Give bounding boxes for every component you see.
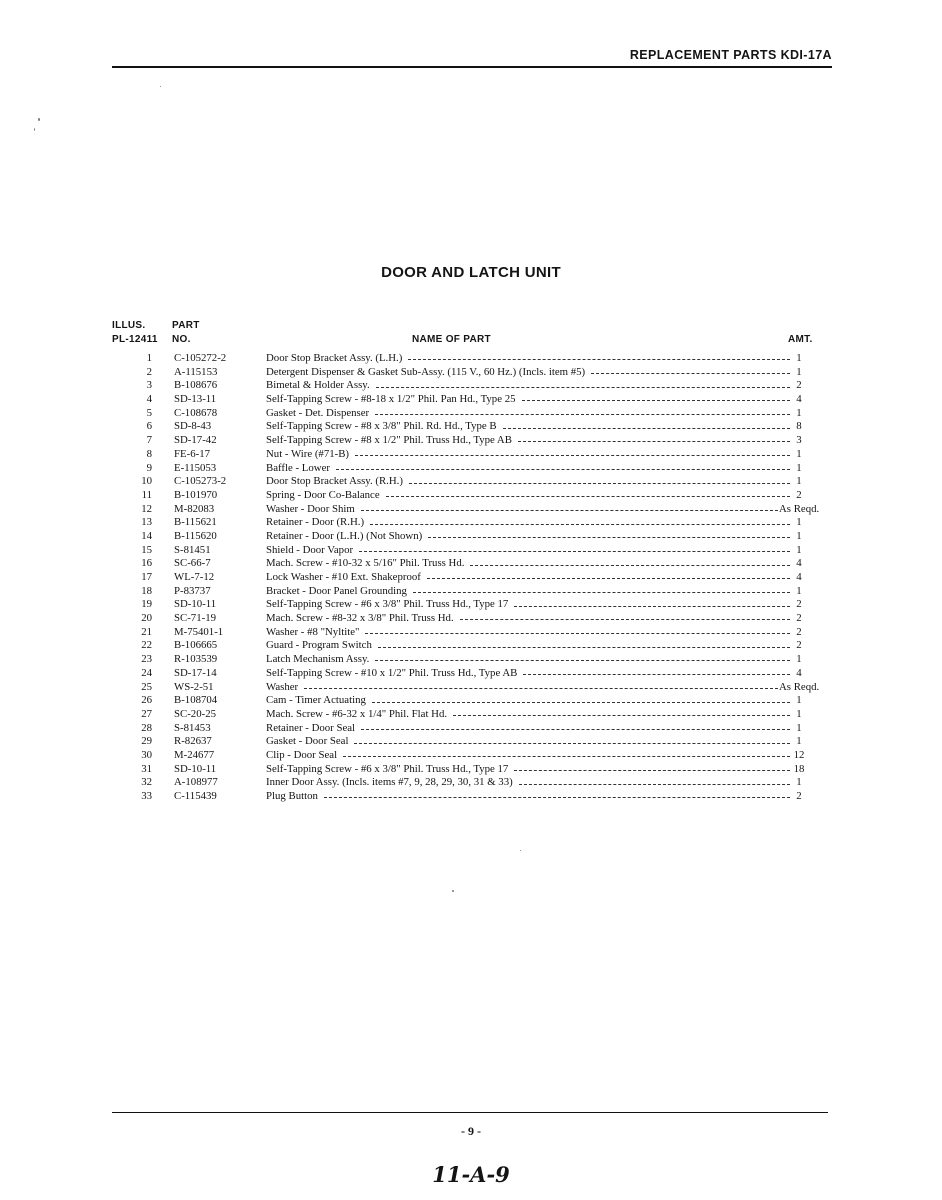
table-row [112,475,836,489]
part-amount: 8 [796,420,802,433]
page-number: - 9 - [461,1124,481,1138]
table-row [112,598,836,612]
illus-number: 24 [141,666,152,679]
column-header-illus: ILLUS. [112,320,146,331]
part-name-cell [266,735,790,749]
part-amount: 1 [796,461,802,474]
column-header-part: PART [172,320,200,331]
part-amount: 2 [796,598,802,611]
column-header-ref: PL-12411 [112,334,158,345]
part-number: C-108678 [174,406,218,419]
part-number: C-105273-2 [174,475,227,488]
part-name: Nut - Wire (#71-B) [266,447,350,460]
table-row [112,735,836,749]
table-row [112,722,836,736]
illus-number: 17 [141,571,152,583]
part-name: Self-Tapping Screw - #6 x 3/8" Phil. Truss Hd., Type 17 [266,598,509,611]
part-name: Gasket - Det. Dispenser [266,406,370,419]
part-name: Retainer - Door (L.H.) (Not Shown) [266,529,423,542]
illus-number: 26 [141,694,152,707]
part-name-cell [266,694,790,708]
part-name: Self-Tapping Screw - #6 x 3/8" Phil. Truss Hd., Type 17 [266,762,509,775]
part-number: S-81451 [174,543,211,556]
part-amount: As Reqd. [779,680,820,693]
table-row [112,352,836,366]
illus-number: 1 [146,352,152,364]
illus-number: 20 [141,612,152,625]
illus-number: 14 [141,529,152,542]
part-name: Guard - Program Switch [266,639,372,652]
part-number: WL-7-12 [174,571,215,583]
part-name: Shield - Door Vapor [266,543,354,556]
scan-speck [38,118,40,121]
leader-line [355,455,790,456]
leader-line [359,551,790,552]
part-amount: 2 [796,379,802,392]
part-name-cell [266,626,790,640]
part-name-cell [266,393,790,407]
column-header-amt: AMT. [788,334,813,345]
parts-list [112,352,836,804]
handwritten-page-ref: 11-A-9 [432,1162,510,1187]
table-row [112,585,836,599]
table-row [112,653,836,667]
part-amount: 1 [796,543,802,556]
part-number: SD-17-42 [174,434,217,447]
part-number: SC-20-25 [174,707,216,720]
illus-number: 33 [141,790,152,802]
part-name: Baffle - Lower [266,461,330,474]
part-amount: 1 [796,529,802,542]
table-row [112,489,836,503]
part-name-cell [266,407,790,421]
part-name-cell [266,462,790,476]
part-number: B-108676 [174,379,218,392]
part-amount: 1 [796,721,802,734]
part-number: SD-10-11 [174,598,217,611]
part-amount: 1 [796,694,802,707]
part-amount: 1 [796,707,802,720]
part-name: Inner Door Assy. (Incls. items #7, 9, 28, 29, 30, 31 & 33) [266,776,513,789]
table-row [112,749,836,763]
part-name-cell [266,475,790,489]
part-amount: 2 [796,488,802,501]
illus-number: 9 [146,461,152,474]
part-number: FE-6-17 [174,447,210,460]
part-amount: As Reqd. [779,502,820,515]
leader-line [427,578,790,579]
part-amount: 4 [796,393,802,406]
part-number: B-115621 [174,516,217,529]
table-row [112,639,836,653]
part-amount: 1 [796,516,802,529]
table-row [112,763,836,777]
part-amount: 2 [796,790,802,802]
leader-line [591,373,790,374]
table-row [112,379,836,393]
leader-line [354,743,790,744]
part-number: SC-66-7 [174,557,211,570]
leader-line [378,647,790,648]
illus-number: 28 [141,721,152,734]
part-name: Plug Button [266,790,318,802]
table-row [112,694,836,708]
scan-speck [520,850,521,851]
illus-number: 16 [141,557,152,570]
part-name: Spring - Door Co-Balance [266,488,380,501]
part-name-cell [266,489,790,503]
part-name: Mach. Screw - #10-32 x 5/16" Phil. Truss Hd. [266,557,465,570]
part-number: B-101970 [174,488,218,501]
leader-line [413,592,790,593]
part-name-cell [266,379,790,393]
part-name: Washer - Door Shim [266,502,355,515]
illus-number: 13 [141,516,152,529]
part-amount: 1 [796,735,802,748]
leader-line [514,606,790,607]
illus-number: 12 [141,502,152,515]
illus-number: 10 [141,475,152,488]
illus-number: 6 [146,420,152,433]
part-number: M-82083 [174,502,215,515]
part-name: Retainer - Door Seal [266,721,356,734]
part-number: B-106665 [174,639,218,652]
table-row [112,530,836,544]
part-name: Gasket - Door Seal [266,735,349,748]
part-name: Mach. Screw - #8-32 x 3/8" Phil. Truss Hd. [266,612,454,625]
part-amount: 1 [796,447,802,460]
part-name: Lock Washer - #10 Ext. Shakeproof [266,571,421,583]
part-name-cell [266,639,790,653]
leader-line [522,400,791,401]
part-name: Self-Tapping Screw - #10 x 1/2" Phil. Truss Hd., Type AB [266,666,518,679]
illus-number: 2 [146,365,152,378]
part-amount: 4 [796,557,802,570]
part-name-cell [266,557,790,571]
illus-number: 8 [146,447,152,460]
illus-number: 15 [141,543,152,556]
part-name-cell [266,763,790,777]
part-number: M-24677 [174,748,215,761]
leader-line [372,702,790,703]
table-row [112,776,836,790]
leader-line [370,524,790,525]
leader-line [408,359,790,360]
part-name: Washer - #8 "Nyltite" [266,625,360,638]
part-amount: 4 [796,571,802,583]
part-amount: 1 [796,406,802,419]
part-amount: 4 [796,666,802,679]
part-name-cell [266,681,778,695]
part-name-cell [266,352,790,366]
illus-number: 21 [141,625,152,638]
part-number: WS-2-51 [174,680,214,693]
part-name-cell [266,516,790,530]
illus-number: 30 [141,748,152,761]
part-number: SD-17-14 [174,666,217,679]
part-amount: 1 [796,584,802,597]
leader-line [460,619,790,620]
part-name-cell [266,708,790,722]
column-header-name: NAME OF PART [412,334,491,345]
part-number: C-115439 [174,790,217,802]
part-name-cell [266,544,790,558]
part-name: Latch Mechanism Assy. [266,653,370,666]
illus-number: 11 [141,488,152,501]
header-title: REPLACEMENT PARTS KDI-17A [629,48,832,62]
part-name: Detergent Dispenser & Gasket Sub-Assy. (115 V., 60 Hz.) (Incls. item #5) [266,365,586,378]
part-name: Self-Tapping Screw - #8 x 3/8" Phil. Rd. Hd., Type B [266,420,497,433]
part-name-cell [266,366,790,380]
table-row [112,503,836,517]
illus-number: 5 [146,406,152,419]
part-name-cell [266,420,790,434]
footer-rule [112,1112,828,1113]
table-row [112,462,836,476]
part-name: Self-Tapping Screw - #8-18 x 1/2" Phil. Pan Hd., Type 25 [266,393,516,406]
part-amount: 1 [796,352,802,364]
leader-line [304,688,778,689]
part-amount: 1 [796,475,802,488]
part-name-cell [266,749,790,763]
leader-line [470,565,790,566]
part-name-cell [266,722,790,736]
table-row [112,681,836,695]
part-number: R-103539 [174,653,218,666]
part-name: Self-Tapping Screw - #8 x 1/2" Phil. Truss Hd., Type AB [266,434,512,447]
part-name-cell [266,776,790,790]
illus-number: 27 [141,707,152,720]
illus-number: 25 [141,680,152,693]
part-number: E-115053 [174,461,217,474]
table-row [112,544,836,558]
illus-number: 3 [146,379,152,392]
part-amount: 2 [796,625,802,638]
part-amount: 1 [796,365,802,378]
leader-line [409,483,790,484]
part-amount: 2 [796,639,802,652]
table-row [112,626,836,640]
leader-line [375,660,790,661]
part-name: Clip - Door Seal [266,748,338,761]
part-name-cell [266,585,790,599]
part-name-cell [266,598,790,612]
part-amount: 2 [796,612,802,625]
leader-line [376,387,790,388]
leader-line [519,784,790,785]
part-number: SD-10-11 [174,762,217,775]
part-number: S-81453 [174,721,211,734]
leader-line [518,441,790,442]
part-name: Mach. Screw - #6-32 x 1/4" Phil. Flat Hd. [266,707,448,720]
illus-number: 18 [141,584,152,597]
table-row [112,407,836,421]
part-number: C-105272-2 [174,352,227,364]
leader-line [361,510,778,511]
section-title: DOOR AND LATCH UNIT [381,264,561,281]
leader-line [523,674,790,675]
scan-speck [160,86,161,87]
illus-number: 22 [141,639,152,652]
column-header-no: NO. [172,334,191,345]
table-row [112,571,836,585]
table-row [112,393,836,407]
part-amount: 1 [796,776,802,789]
table-row [112,448,836,462]
part-number: SD-13-11 [174,393,217,406]
part-number: A-115153 [174,365,218,378]
part-amount: 3 [796,434,802,447]
part-name-cell [266,790,790,804]
part-name-cell [266,653,790,667]
part-name-cell [266,571,790,585]
table-row [112,434,836,448]
leader-line [503,428,790,429]
leader-line [375,414,790,415]
part-number: A-108977 [174,776,218,789]
part-amount: 12 [793,748,805,761]
table-row [112,790,836,804]
illus-number: 23 [141,653,152,666]
part-name: Cam - Timer Actuating [266,694,366,707]
leader-line [514,770,790,771]
illus-number: 4 [146,393,152,406]
illus-number: 32 [141,776,152,789]
part-name: Door Stop Bracket Assy. (L.H.) [266,352,403,364]
table-row [112,612,836,626]
scan-speck [452,890,454,892]
part-name: Bracket - Door Panel Grounding [266,584,407,597]
illus-number: 7 [146,434,152,447]
table-row [112,557,836,571]
part-number: B-108704 [174,694,218,707]
leader-line [386,496,790,497]
leader-line [365,633,790,634]
part-name-cell [266,530,790,544]
part-number: B-115620 [174,529,217,542]
leader-line [428,537,790,538]
leader-line [453,715,790,716]
illus-number: 31 [141,762,152,775]
table-row [112,708,836,722]
illus-number: 29 [141,735,152,748]
part-name: Door Stop Bracket Assy. (R.H.) [266,475,403,488]
part-name: Bimetal & Holder Assy. [266,379,370,392]
part-amount: 18 [793,762,805,775]
part-amount: 1 [796,653,802,666]
part-number: SC-71-19 [174,612,216,625]
illus-number: 19 [141,598,152,611]
table-row [112,516,836,530]
part-number: M-75401-1 [174,625,224,638]
part-name-cell [266,448,790,462]
table-row [112,667,836,681]
part-name: Retainer - Door (R.H.) [266,516,365,529]
leader-line [361,729,790,730]
part-number: R-82637 [174,735,212,748]
table-row [112,366,836,380]
part-name-cell [266,503,778,517]
leader-line [336,469,790,470]
leader-line [324,797,790,798]
table-row [112,420,836,434]
part-name-cell [266,434,790,448]
part-name-cell [266,667,790,681]
part-number: SD-8-43 [174,420,212,433]
header-rule [112,66,832,68]
scan-speck [34,128,35,131]
leader-line [343,756,790,757]
part-number: P-83737 [174,584,211,597]
part-name: Washer [266,680,299,693]
part-name-cell [266,612,790,626]
